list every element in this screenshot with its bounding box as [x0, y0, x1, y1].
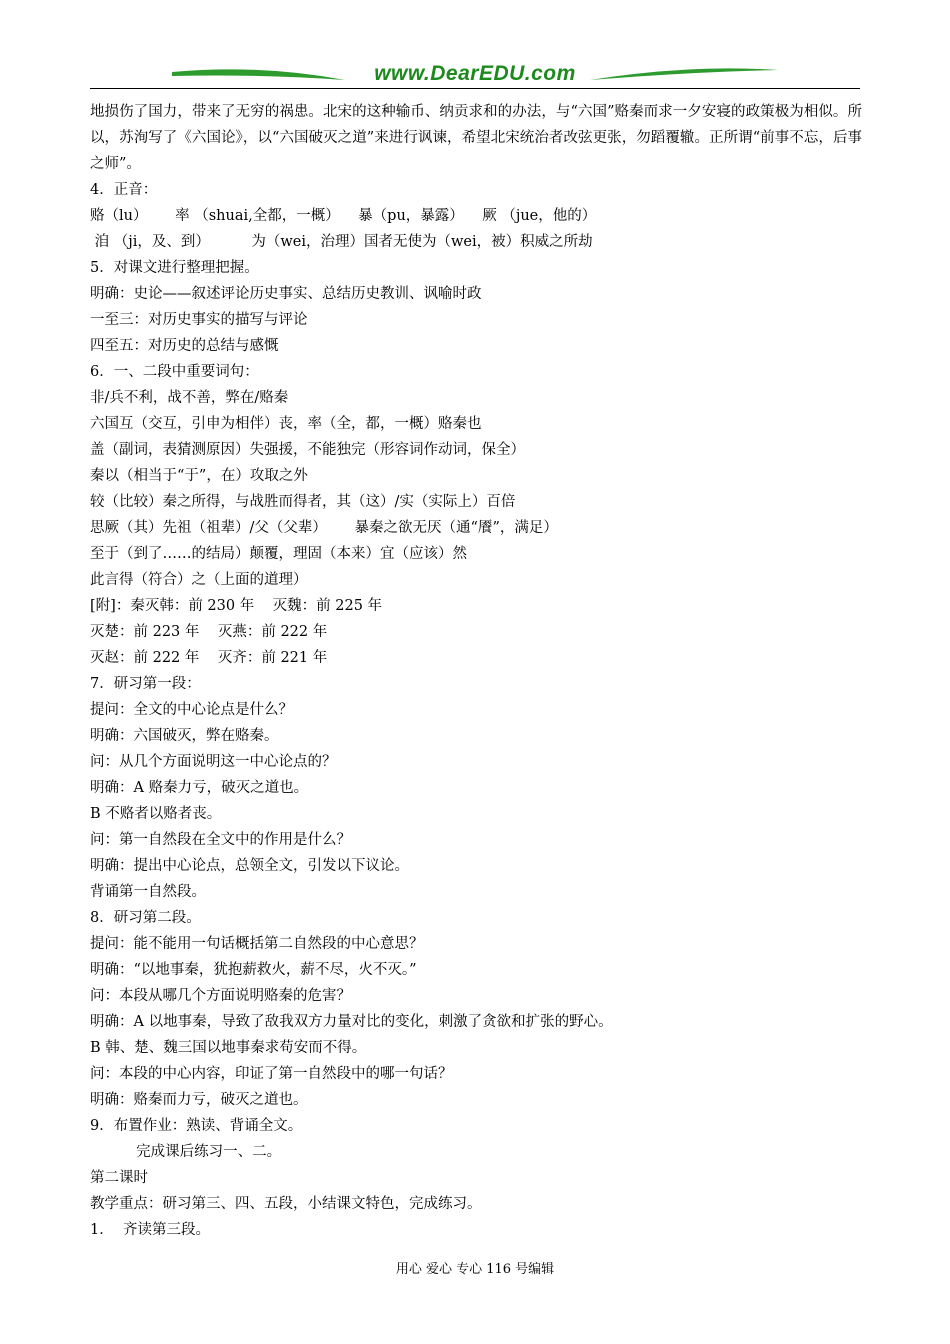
text-line: 六国互（交互，引申为相伴）丧，率（全，都，一概）赂秦也: [90, 416, 482, 432]
text-line: 第二课时: [90, 1170, 148, 1186]
text-line: 盖（副词，表猜测原因）失强援，不能独完（形容词作动词，保全）: [90, 442, 525, 458]
text-line: 提问：能不能用一句话概括第二自然段的中心意思？: [90, 936, 424, 952]
site-logo[interactable]: www.DearEDU.com: [374, 62, 576, 85]
text-line: 此言得（符合）之（上面的道理）: [90, 572, 308, 588]
text-line: 明确：A 以地事秦，导致了敌我双方力量对比的变化，刺激了贪欲和扩张的野心。: [90, 1014, 613, 1030]
text-line: [附]：秦灭韩：前 230 年 灭魏：前 225 年: [90, 598, 383, 614]
text-line: 9．布置作业：熟读、背诵全文。: [90, 1118, 303, 1134]
text-line: 问：第一自然段在全文中的作用是什么？: [90, 832, 351, 848]
text-line: 问：本段的中心内容，印证了第一自然段中的哪一句话？: [90, 1066, 453, 1082]
text-line: 5．对课文进行整理把握。: [90, 260, 259, 276]
text-line: 一至三：对历史事实的描写与评论: [90, 312, 308, 328]
text-line: 赂（lu） 率 （shuai,全都，一概） 暴（pu，暴露） 厥 （jue，他的）: [90, 208, 597, 224]
text-line: 四至五：对历史的总结与感慨: [90, 338, 279, 354]
header-rule: [90, 88, 860, 89]
text-line: 完成课后练习一、二。: [90, 1144, 282, 1160]
text-line: 明确：“以地事秦，犹抱薪救火，薪不尽，火不灭。”: [90, 962, 417, 978]
text-line: 问：本段从哪几个方面说明赂秦的危害？: [90, 988, 351, 1004]
intro-paragraph: 地损伤了国力，带来了无穷的祸患。北宋的这种输币、纳贡求和的办法，与“六国”赂秦而求一夕安寝的政策极为相似。所以，苏洵写了《六国论》，以“六国破灭之道”来进行讽谏，希望北宋统治者改弦更张，勿蹈覆辙。正所谓“前事不忘，后事之师”。: [90, 104, 862, 172]
text-line: 至于（到了……的结局）颠覆，理固（本来）宜（应该）然: [90, 546, 467, 562]
text-line: 6．一、二段中重要词句：: [90, 364, 259, 380]
text-line: 教学重点：研习第三、四、五段，小结课文特色，完成练习。: [90, 1196, 482, 1212]
text-line: 背诵第一自然段。: [90, 884, 206, 900]
text-line: 秦以（相当于“于”，在）攻取之外: [90, 468, 308, 484]
text-line: B 不赂者以赂者丧。: [90, 806, 222, 822]
text-line: 思厥（其）先祖（祖辈）/父（父辈） 暴秦之欲无厌（通“餍”，满足）: [90, 520, 558, 536]
text-line: 非/兵不利，战不善，弊在/赂秦: [90, 390, 289, 406]
text-line: 7．研习第一段：: [90, 676, 201, 692]
text-line: 明确：A 赂秦力亏，破灭之道也。: [90, 780, 309, 796]
text-line: 洎 （ji，及、到） 为（wei，治理）国者无使为（wei，被）积威之所劫: [90, 234, 593, 250]
text-line: 8．研习第二段。: [90, 910, 201, 926]
text-line: 灭赵：前 222 年 灭齐：前 221 年: [90, 650, 328, 666]
text-line: 明确：提出中心论点，总领全文，引发以下议论。: [90, 858, 409, 874]
text-line: 较（比较）秦之所得，与战胜而得者，其（这）/实（实际上）百倍: [90, 494, 516, 510]
text-line: 明确：六国破灭，弊在赂秦。: [90, 728, 279, 744]
text-line: 明确：赂秦而力亏，破灭之道也。: [90, 1092, 308, 1108]
document-body: [90, 99, 862, 1243]
text-line: 提问：全文的中心论点是什么？: [90, 702, 293, 718]
page-header: [90, 58, 860, 90]
text-line: B 韩、楚、魏三国以地事秦求苟安而不得。: [90, 1040, 367, 1056]
text-line: 1． 齐读第三段。: [90, 1222, 210, 1238]
text-line: 灭楚：前 223 年 灭燕：前 222 年: [90, 624, 328, 640]
page-footer: 用心 爱心 专心 116 号编辑: [395, 1262, 555, 1277]
text-line: 问：从几个方面说明这一中心论点的？: [90, 754, 337, 770]
text-line: 明确：史论——叙述评论历史事实、总结历史教训、讽喻时政: [90, 286, 482, 302]
text-line: 4．正音：: [90, 182, 158, 198]
